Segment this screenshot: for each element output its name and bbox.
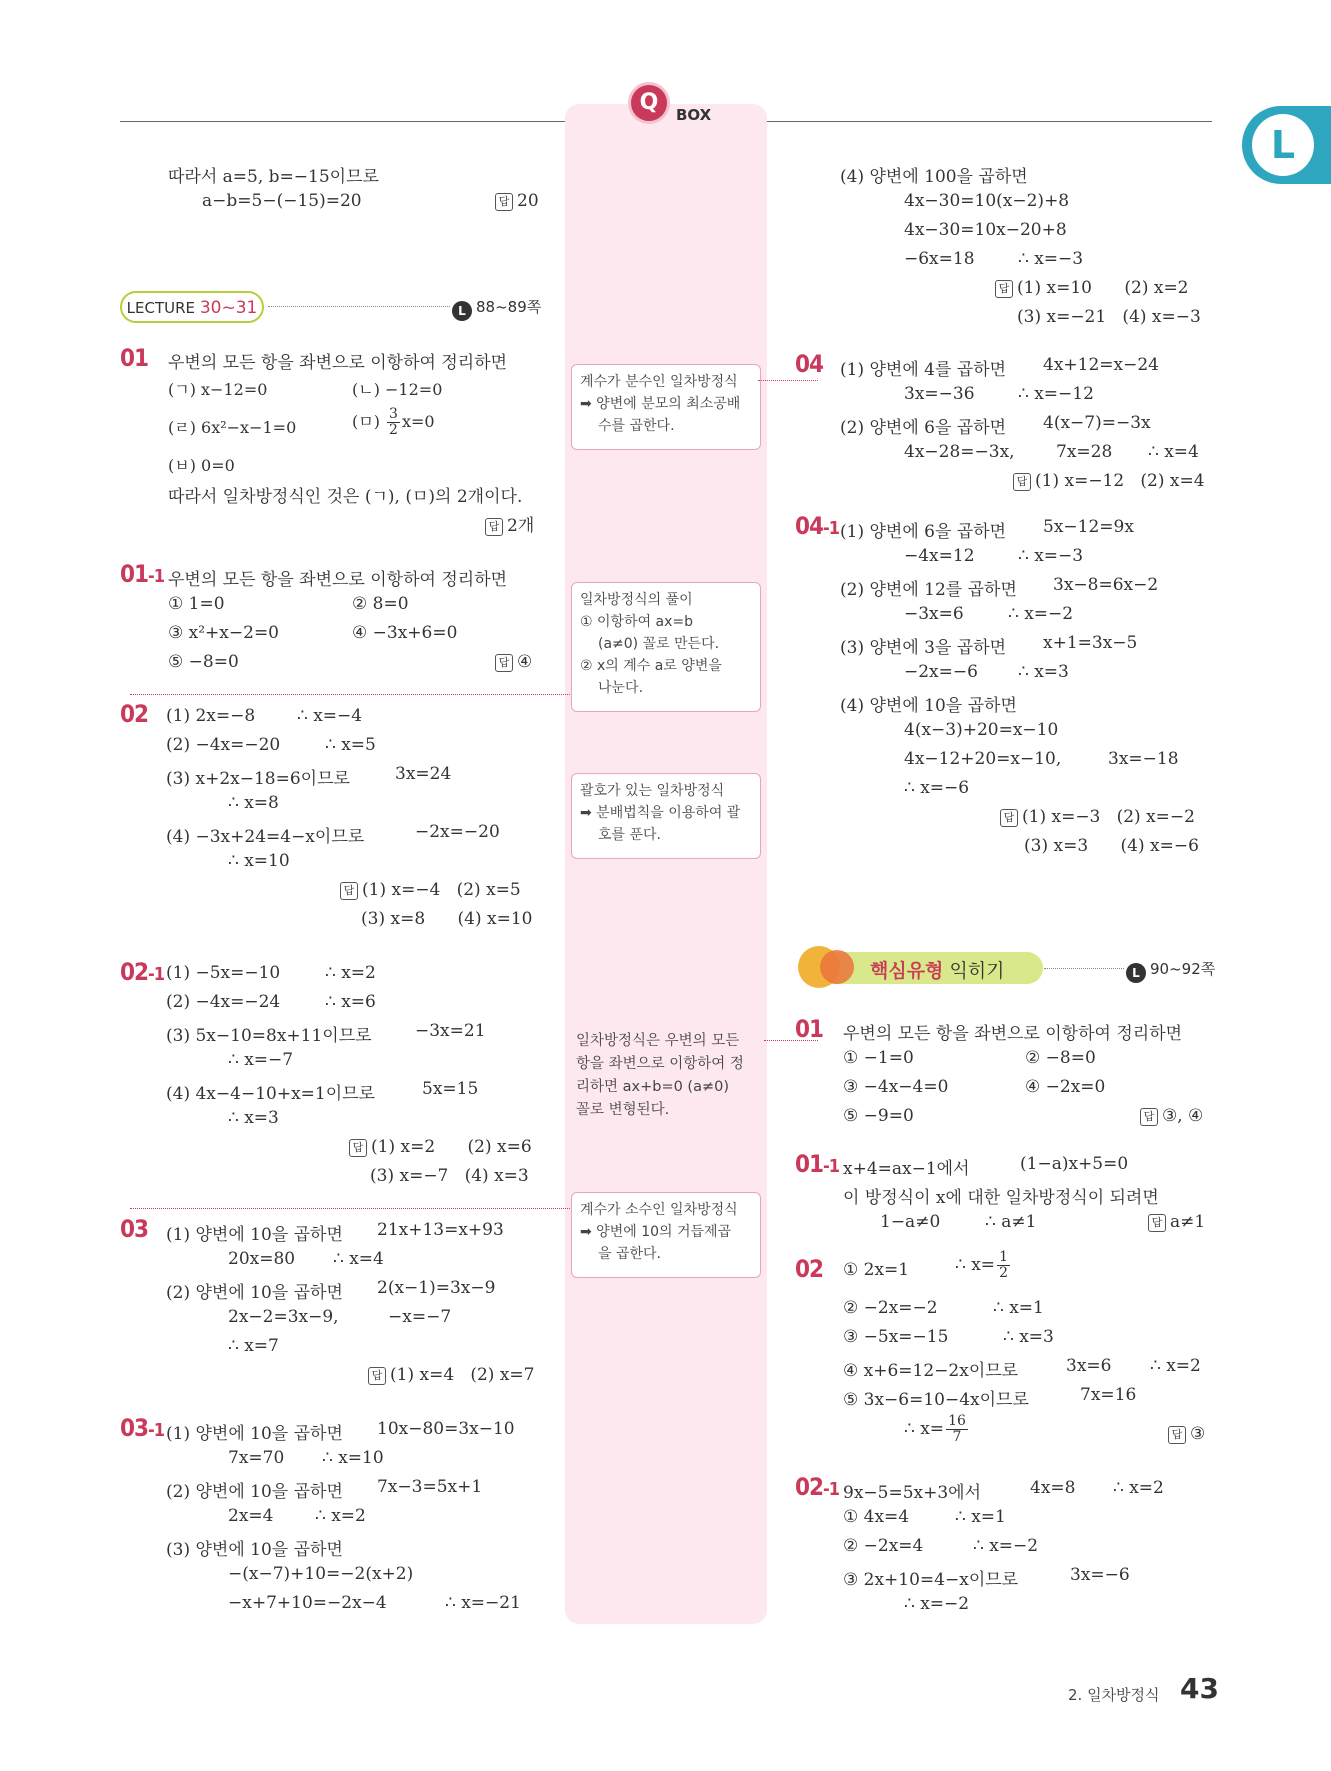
chapter-title: 2. 일차방정식 [1068,1686,1160,1704]
p03-1-line: ∴ x=−21 [445,1593,521,1613]
problem-number-02: 02 [120,700,149,728]
p01-line: (ㅁ) $\frac{3}{2}$ x=0 [352,406,435,438]
qbox-note-brackets: 괄호가 있는 일차방정식 ➡ 분배법칙을 이용하여 괄 호를 푼다. [571,773,761,859]
c01-1-line: x+4=ax−1에서 [843,1159,970,1179]
p04-line: 4x−28=−3x, [904,442,1015,462]
c02-line: ① 2x=1 [843,1260,910,1280]
p04-1-line: (1) 양변에 6을 곱하면 [840,522,1007,542]
answer-icon: 답 [1168,1426,1186,1444]
c01-1-line: (1−a)x+5=0 [1020,1154,1129,1174]
p04-1-line: −3x=6 [904,604,964,624]
p02-1-line: 5x=15 [422,1079,479,1099]
p01-answer: 답 2개 [485,511,534,536]
p04-1-line: ∴ x=−6 [904,778,970,798]
c02-answer: 답 ③ [1168,1424,1205,1444]
fraction: $\frac{3}{2}$ [389,406,398,438]
p03-1-answer-2: (3) x=−21 (4) x=−3 [1017,307,1201,327]
p03-answer: 답 (1) x=4 (2) x=7 [368,1365,534,1385]
p01-line: (ㄴ) −12=0 [352,380,443,399]
c02-line: ∴ x= $\frac{1}{2}$ [955,1249,1008,1281]
p02-answer: 답 (1) x=−4 (2) x=5 [340,880,521,900]
p03-1-line: ∴ x=10 [322,1448,384,1468]
qbox-note-general-form: 일차방정식은 우변의 모든 항을 좌변으로 이항하여 정 리하면 ax+b=0 (a≠0) 꼴로 변형된다. [576,1033,744,1118]
p03-1-line: −(x−7)+10=−2(x+2) [228,1564,414,1584]
p04-1-line: 5x−12=9x [1043,517,1134,537]
lecture-l-icon: L [452,301,472,321]
side-tab [1242,106,1331,184]
q-logo-icon: Q [628,82,670,124]
p02-1-line: (1) −5x=−10 [166,963,281,983]
core-number-01-1: 01-1 [795,1150,840,1178]
p01-1-line: ① 1=0 [168,594,225,614]
core-types-header [798,946,1043,988]
p02-1-line: ∴ x=3 [228,1108,279,1128]
p04-1-line: 4(x−3)+20=x−10 [904,720,1059,740]
p01-1-line: ② 8=0 [352,594,409,614]
p03-line: 2x−2=3x−9, [228,1307,339,1327]
page-number: 43 [1180,1672,1219,1705]
p04-1-line: (2) 양변에 12를 곱하면 [840,580,1017,600]
p03-1-line: 7x=70 [228,1448,285,1468]
c02-line: ③ −5x=−15 [843,1327,949,1347]
c02-line: ∴ x=3 [1003,1327,1054,1347]
p01-line: 우변의 모든 항을 좌변으로 이항하여 정리하면 [168,353,508,373]
answer-icon: 답 [495,193,513,211]
p03-line: ∴ x=7 [228,1336,279,1356]
p04-answer: 답 (1) x=−12 (2) x=4 [1013,471,1205,491]
p01-line: (ㄱ) x−12=0 [168,380,268,399]
p03-line: (2) 양변에 10을 곱하면 [166,1283,343,1303]
p02-line: ∴ x=5 [325,735,376,755]
p02-1-line: (3) 5x−10=8x+11이므로 [166,1026,372,1046]
p03-1-line: 10x−80=3x−10 [377,1419,515,1439]
p01-1-line: ④ −3x+6=0 [352,623,458,643]
p02-line: 3x=24 [395,764,452,784]
c01-line: ⑤ −9=0 [843,1106,914,1126]
intro-answer: 답 20 [495,191,539,211]
p04-1-line: ∴ x=3 [1018,662,1069,682]
p04-1-answer: 답 (1) x=−3 (2) x=−2 [1000,807,1195,827]
p03-1-cont-line: (4) 양변에 100을 곱하면 [840,167,1028,187]
p04-1-line: ∴ x=−2 [1008,604,1074,624]
p03-1-line: 7x−3=5x+1 [377,1477,483,1497]
problem-number-03: 03 [120,1215,149,1243]
p04-1-line: x+1=3x−5 [1043,633,1138,653]
c02-1-line: 3x=−6 [1070,1565,1130,1585]
c02-line: ⑤ 3x−6=10−4x이므로 [843,1390,1029,1410]
answer-icon: 답 [368,1367,386,1385]
p03-line: 2(x−1)=3x−9 [377,1278,496,1298]
p03-line: ∴ x=4 [333,1249,384,1269]
p04-line: ∴ x=4 [1148,442,1199,462]
p01-1-line: ③ x²+x−2=0 [168,623,279,643]
p04-1-line: −2x=−6 [904,662,978,682]
connector-line [758,380,818,381]
problem-number-01-1: 01-1 [120,560,165,588]
c02-1-line: ③ 2x+10=4−x이므로 [843,1570,1019,1590]
lecture-dotted-line [268,306,450,307]
p03-line: 20x=80 [228,1249,296,1269]
p03-1-cont-line: 4x−30=10(x−2)+8 [904,191,1070,211]
p03-1-line: (2) 양변에 10을 곱하면 [166,1482,343,1502]
p03-1-line: (1) 양변에 10을 곱하면 [166,1424,343,1444]
p01-1-answer: 답 ④ [495,652,532,672]
p02-1-line: −3x=21 [415,1021,486,1041]
p02-line: ∴ x=−4 [297,706,363,726]
p01-1-line: ⑤ −8=0 [168,652,239,672]
core-number-01: 01 [795,1015,824,1043]
connector-line [130,694,576,695]
intro-line-2: a−b=5−(−15)=20 [202,191,362,211]
p03-1-line: 2x=4 [228,1506,274,1526]
p02-line: ∴ x=8 [228,793,279,813]
lecture-pill: LECTURE 30~31 [120,291,264,323]
c01-1-answer: 답 a≠1 [1148,1212,1205,1232]
c01-1-line: 1−a≠0 [880,1212,941,1232]
p03-1-answer: 답 (1) x=10 (2) x=2 [995,278,1189,298]
p02-1-line: ∴ x=6 [325,992,376,1012]
p01-1-line: 우변의 모든 항을 좌변으로 이항하여 정리하면 [168,570,508,590]
connector-line [130,1208,576,1209]
p01-line: 따라서 일차방정식인 것은 (ㄱ), (ㅁ)의 2개이다. [168,487,523,507]
answer-icon: 답 [485,518,503,536]
p03-1-cont-line: −6x=18 [904,249,975,269]
p02-1-line: (4) 4x−4−10+x=1이므로 [166,1084,375,1104]
answer-icon: 답 [1148,1214,1166,1232]
answer-icon: 답 [1013,473,1031,491]
c01-line: ④ −2x=0 [1025,1077,1106,1097]
header-rule-right [767,121,1212,122]
p02-line: (3) x+2x−18=6이므로 [166,769,350,789]
p04-line: 7x=28 [1056,442,1113,462]
p03-1-line: ∴ x=2 [315,1506,366,1526]
c02-1-line: ∴ x=1 [955,1507,1006,1527]
p04-line: 4(x−7)=−3x [1043,413,1151,433]
c02-line: 3x=6 [1066,1356,1112,1376]
qbox-note-solving: 일차방정식의 풀이 ① 이항하여 ax=b (a≠0) 꼴로 만든다. ② x의 계수 a로 양변을 나눈다. [571,582,761,712]
c01-line: 우변의 모든 항을 좌변으로 이항하여 정리하면 [843,1024,1183,1044]
c01-1-line: 이 방정식이 x에 대한 일차방정식이 되려면 [843,1188,1159,1208]
p03-1-cont-line: 4x−30=10x−20+8 [904,220,1067,240]
core-title-b: 익히기 [943,960,1005,982]
p02-line: (1) 2x=−8 [166,706,256,726]
c02-1-line: ∴ x=−2 [973,1536,1039,1556]
box-label: BOX [676,106,712,124]
c02-line: ∴ x=1 [993,1298,1044,1318]
header-rule-left [120,121,565,122]
answer-icon: 답 [995,280,1013,298]
p01-line: (ㄹ) 6x²−x−1=0 [168,418,297,437]
intro-line-1: 따라서 a=5, b=−15이므로 [168,167,379,187]
p02-answer-2: (3) x=8 (4) x=10 [361,909,533,929]
p04-line: 3x=−36 [904,384,975,404]
c02-1-line: 9x−5=5x+3에서 [843,1483,982,1503]
p04-1-line: ∴ x=−3 [1018,546,1084,566]
p02-1-answer: 답 (1) x=2 (2) x=6 [349,1137,532,1157]
p02-1-answer-2: (3) x=−7 (4) x=3 [370,1166,529,1186]
p04-1-line: 3x−8=6x−2 [1053,575,1159,595]
problem-number-04: 04 [795,350,824,378]
p03-line: −x=−7 [388,1307,452,1327]
c02-line: ② −2x=−2 [843,1298,938,1318]
p04-1-line: (4) 양변에 10을 곱하면 [840,696,1017,716]
core-pageref: L 90~92쪽 [1126,958,1215,983]
fraction: $\frac{1}{2}$ [999,1249,1008,1281]
core-circle-icon [820,950,854,984]
c02-1-line: 4x=8 [1030,1478,1076,1498]
core-number-02-1: 02-1 [795,1473,840,1501]
answer-icon: 답 [1000,809,1018,827]
p04-1-answer-2: (3) x=3 (4) x=−6 [1024,836,1199,856]
p04-1-line: 4x−12+20=x−10, [904,749,1062,769]
p02-line: (2) −4x=−20 [166,735,281,755]
p03-1-line: (3) 양변에 10을 곱하면 [166,1540,343,1560]
c01-line: ① −1=0 [843,1048,914,1068]
problem-number-03-1: 03-1 [120,1414,165,1442]
p03-line: (1) 양변에 10을 곱하면 [166,1225,343,1245]
side-tab-letter: L [1270,123,1296,167]
c01-answer: 답 ③, ④ [1140,1106,1203,1126]
core-number-02: 02 [795,1255,824,1283]
c02-line: 7x=16 [1080,1385,1137,1405]
answer-icon: 답 [340,882,358,900]
lecture-pageref: L 88~89쪽 [452,296,541,321]
p04-line: (1) 양변에 4를 곱하면 [840,360,1007,380]
fraction: $\frac{16}{7}$ [948,1413,966,1445]
answer-icon: 답 [1140,1108,1158,1126]
core-title-a: 핵심유형 [870,960,944,982]
p04-line: 4x+12=x−24 [1043,355,1159,375]
core-dotted-line [1044,968,1124,969]
answer-icon: 답 [495,654,513,672]
c02-1-line: ∴ x=2 [1113,1478,1164,1498]
c01-1-line: ∴ a≠1 [985,1212,1037,1232]
c02-line: ④ x+6=12−2x이므로 [843,1361,1019,1381]
p04-line: (2) 양변에 6을 곱하면 [840,418,1007,438]
p01-line: (ㅂ) 0=0 [168,456,235,475]
problem-number-02-1: 02-1 [120,958,165,986]
p02-line: ∴ x=10 [228,851,290,871]
qbox-column [565,104,767,1624]
p02-line: −2x=−20 [415,822,500,842]
c02-1-line: ② −2x=4 [843,1536,924,1556]
p02-1-line: ∴ x=2 [325,963,376,983]
p03-line: 21x+13=x+93 [377,1220,504,1240]
qbox-note-decimal: 계수가 소수인 일차방정식 ➡ 양변에 10의 거듭제곱 을 곱한다. [571,1192,761,1278]
p04-1-line: (3) 양변에 3을 곱하면 [840,638,1007,658]
p03-1-cont-line: ∴ x=−3 [1018,249,1084,269]
c02-line: ∴ x= $\frac{16}{7}$ [904,1413,966,1445]
c01-line: ③ −4x−4=0 [843,1077,949,1097]
p02-1-line: ∴ x=−7 [228,1050,294,1070]
core-l-icon: L [1126,963,1146,983]
p04-line: ∴ x=−12 [1018,384,1094,404]
problem-number-04-1: 04-1 [795,512,840,540]
p02-line: (4) −3x+24=4−x이므로 [166,827,365,847]
p02-1-line: (2) −4x=−24 [166,992,281,1012]
c01-line: ② −8=0 [1025,1048,1096,1068]
c02-1-line: ① 4x=4 [843,1507,910,1527]
answer-icon: 답 [349,1139,367,1157]
c02-1-line: ∴ x=−2 [904,1594,970,1614]
qbox-note-fraction: 계수가 분수인 일차방정식 ➡ 양변에 분모의 최소공배 수를 곱한다. [571,364,761,450]
p04-1-line: −4x=12 [904,546,975,566]
p03-1-line: −x+7+10=−2x−4 [228,1593,387,1613]
p04-1-line: 3x=−18 [1108,749,1179,769]
problem-number-01: 01 [120,344,149,372]
c02-line: ∴ x=2 [1150,1356,1201,1376]
